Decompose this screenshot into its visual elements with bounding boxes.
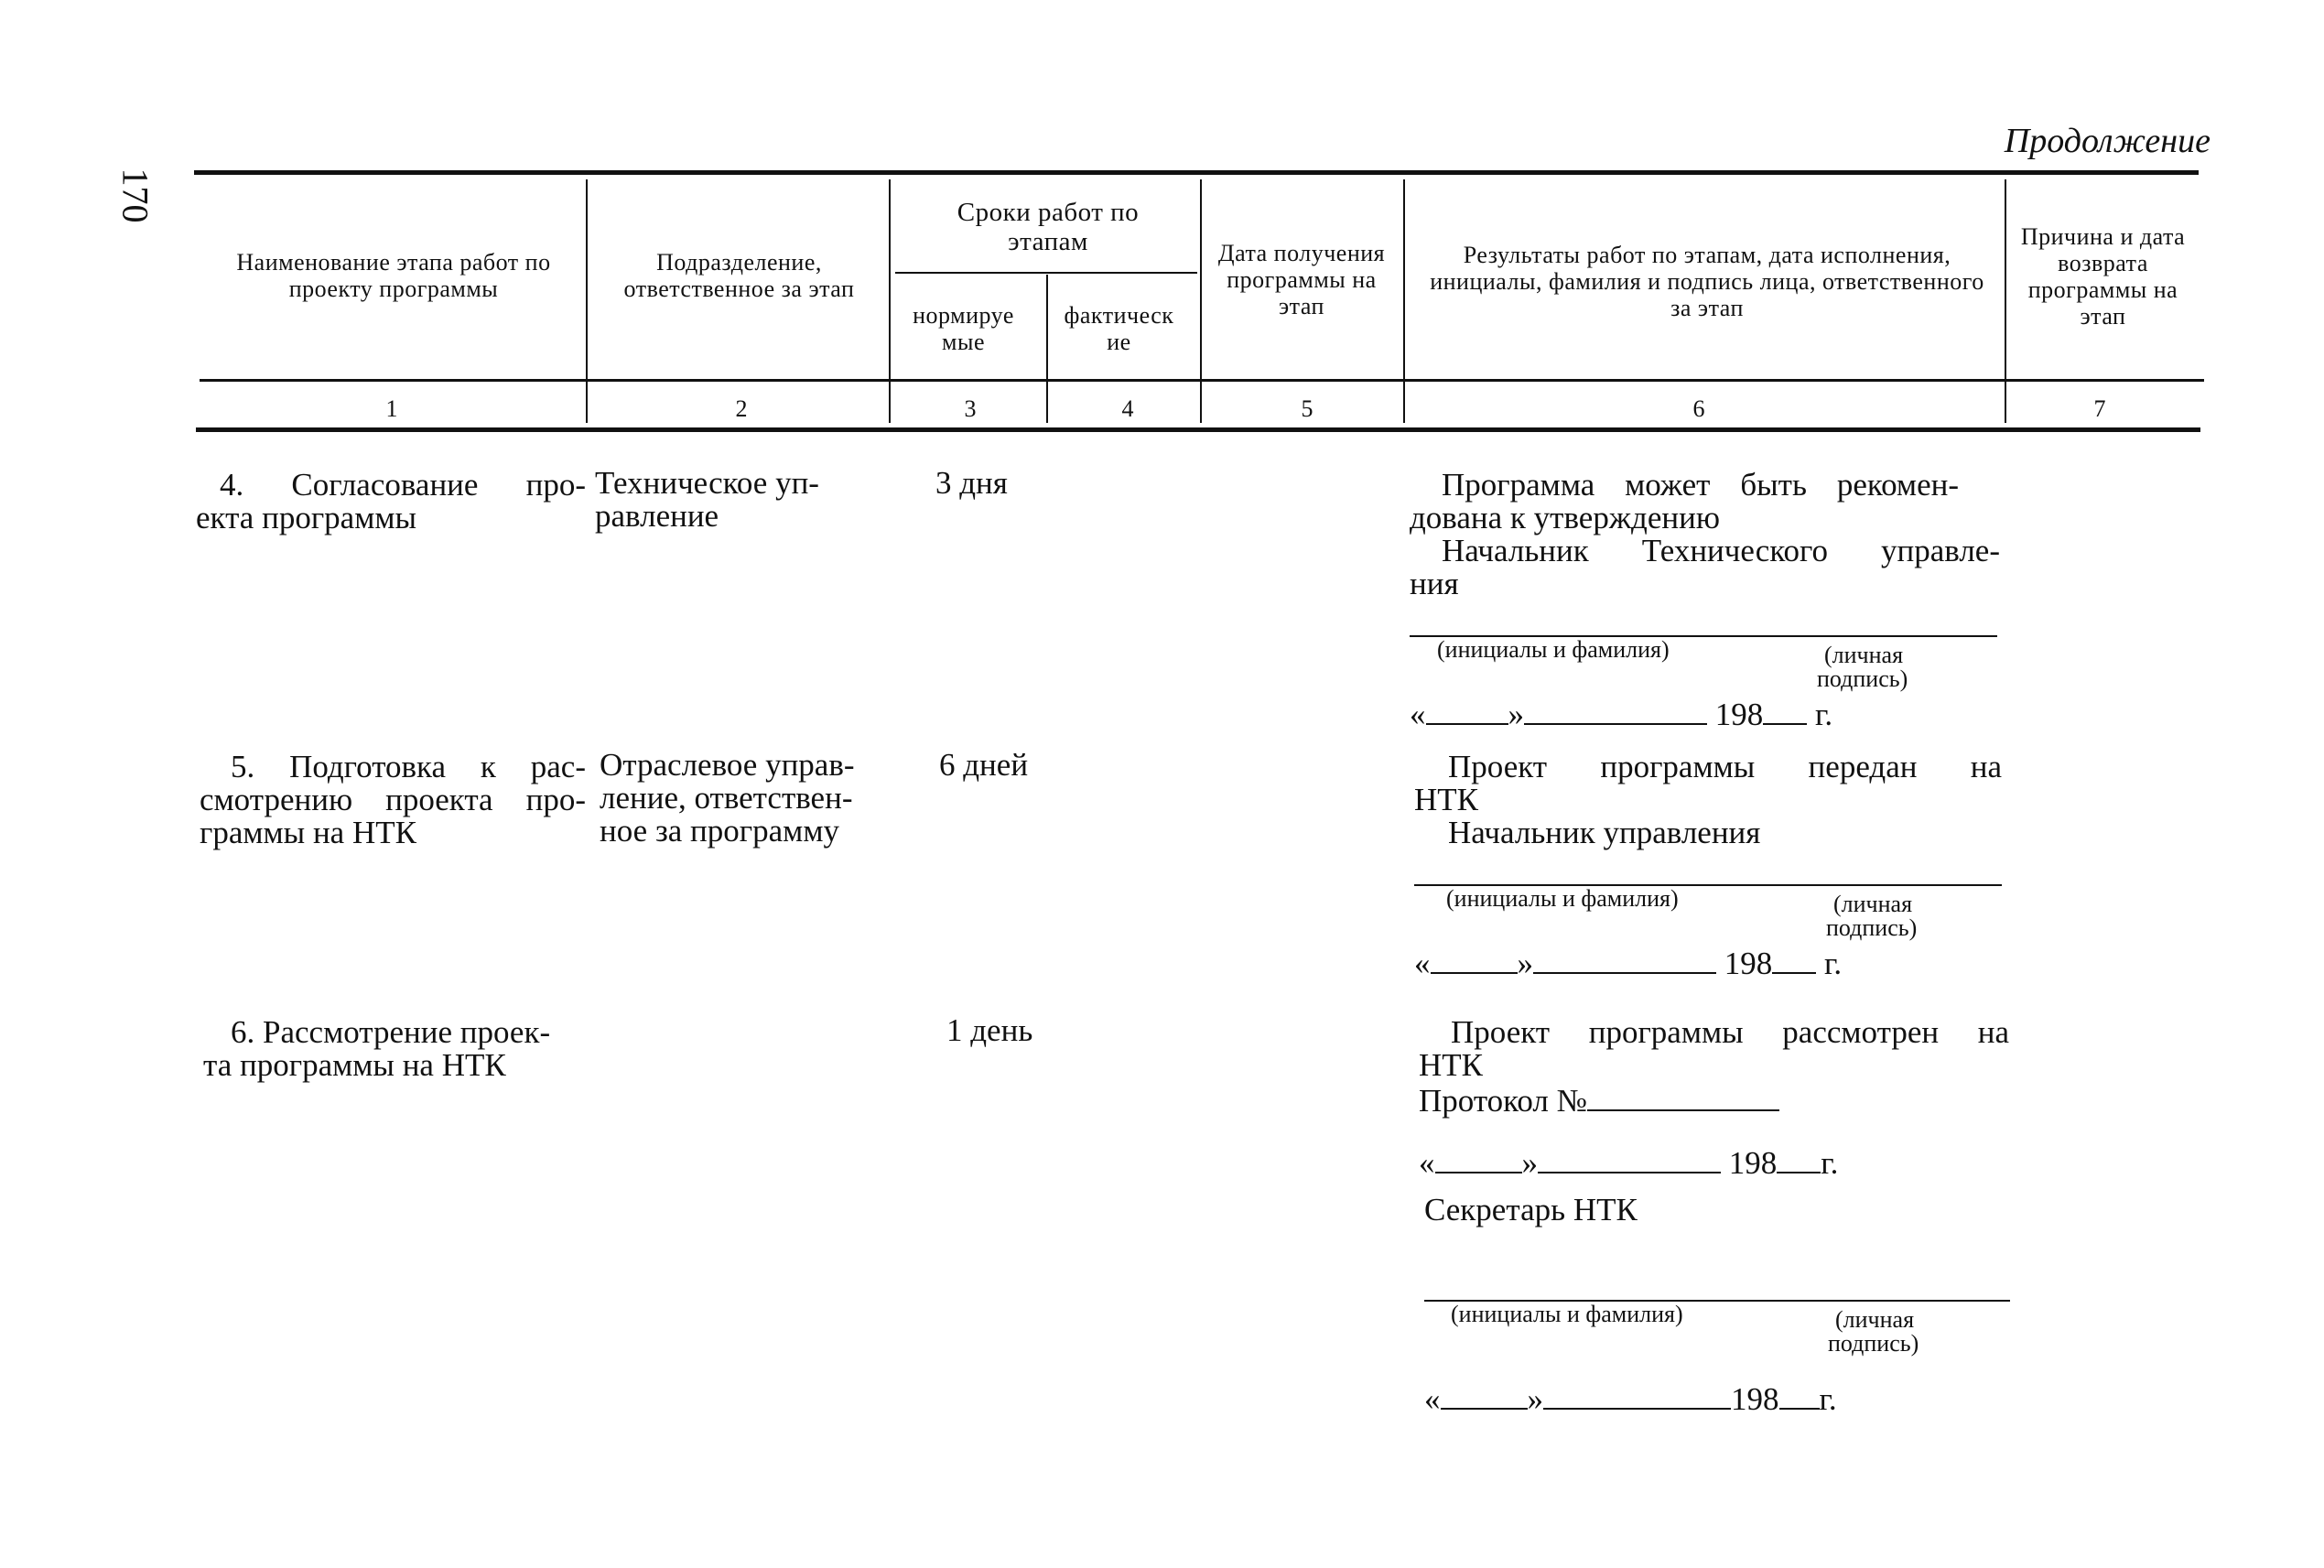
year-blank (1777, 1144, 1821, 1173)
date-year: 198 (1714, 697, 1764, 732)
date-line (1424, 1380, 1837, 1418)
col-divider-3 (1046, 275, 1048, 423)
signature-label-personal: подпись) (1817, 665, 1908, 692)
department-line: ное за программу (600, 813, 839, 849)
protocol-line (1419, 1082, 1779, 1119)
header-normative: нормируемые (913, 302, 1014, 355)
column-number-4: 4 (1121, 395, 1134, 422)
month-blank (1538, 1144, 1721, 1173)
date-line (1414, 945, 1842, 982)
date-suffix: г. (1821, 1145, 1839, 1181)
result-line: ния (1410, 566, 1459, 601)
col-divider-4 (1200, 179, 1202, 423)
header-department: Подразделение, ответственное за этап (623, 249, 855, 302)
signature-label-personal: подпись) (1826, 914, 1918, 941)
secretary-label: Секретарь НТК (1424, 1192, 1638, 1227)
signature-label-personal: (личная (1835, 1306, 1915, 1333)
column-number-5: 5 (1301, 395, 1313, 422)
continuation-label: Продолжение (2004, 122, 2211, 160)
result-line: Начальник управления (1448, 815, 1761, 850)
planned-duration: 3 дня (935, 465, 1008, 501)
header-actual: фактические (1064, 302, 1174, 355)
stage-name-line: 5. Подготовка к рас- (231, 749, 586, 784)
protocol-number-blank (1587, 1082, 1779, 1111)
date-suffix: г. (1819, 1381, 1837, 1417)
protocol-label: Протокол № (1419, 1083, 1588, 1119)
day-blank (1426, 696, 1508, 725)
department-line: равление (595, 498, 719, 534)
column-numbers-rule (196, 427, 2200, 432)
col-divider-1 (586, 179, 588, 423)
stage-name-line: граммы на НТК (200, 815, 416, 850)
date-open-quote: « (1410, 697, 1426, 732)
date-close-quote: » (1517, 946, 1533, 981)
year-blank (1763, 696, 1807, 725)
date-year: 198 (1728, 1145, 1778, 1181)
month-blank (1524, 696, 1707, 725)
col-divider-5 (1403, 179, 1405, 423)
date-close-quote: » (1521, 1145, 1538, 1181)
result-line: Проект программы передан на (1448, 749, 2002, 784)
department-line: Техническое уп- (595, 465, 819, 501)
year-blank (1772, 945, 1816, 974)
signature-label-personal: (личная (1824, 642, 1904, 668)
col-divider-6 (2005, 179, 2006, 423)
header-return-reason: Причина и дата возврата программы на этап (2020, 223, 2186, 330)
date-year: 198 (1731, 1381, 1779, 1417)
column-number-3: 3 (964, 395, 977, 422)
stage-name-line: 4. Согласование про- (220, 467, 586, 503)
column-number-7: 7 (2093, 395, 2106, 422)
date-line (1419, 1144, 1838, 1182)
header-stage-name: Наименование этапа работ по проекту программы (236, 249, 551, 302)
department-line: ление, ответствен- (600, 780, 853, 816)
stage-name-line: та программы на НТК (203, 1047, 506, 1083)
header-results: Результаты работ по этапам, дата исполнения, инициалы, фамилия и подпись лица, ответственного за этап (1430, 242, 1984, 321)
column-number-1: 1 (385, 395, 398, 422)
stage-name-line: екта программы (196, 500, 417, 535)
result-line: Проект программы рассмотрен на (1451, 1014, 2009, 1050)
date-open-quote: « (1414, 946, 1431, 981)
header-receipt-date: Дата получения программы на этап (1217, 240, 1386, 319)
group-subheader-rule (895, 272, 1197, 274)
stage-name-line: смотрению проекта про- (200, 782, 586, 817)
date-open-quote: « (1419, 1145, 1435, 1181)
day-blank (1441, 1380, 1528, 1410)
date-year: 198 (1724, 946, 1773, 981)
column-number-2: 2 (735, 395, 748, 422)
month-blank (1543, 1380, 1731, 1410)
date-suffix: г. (1824, 946, 1843, 981)
date-open-quote: « (1424, 1381, 1441, 1417)
result-line: НТК (1414, 782, 1478, 817)
col-divider-2 (889, 179, 891, 423)
result-line: НТК (1419, 1047, 1483, 1083)
page-number: 170 (114, 168, 157, 223)
month-blank (1533, 945, 1716, 974)
stage-name-line: 6. Рассмотрение проек- (231, 1014, 551, 1050)
signature-label-name: (инициалы и фамилия) (1437, 636, 1670, 663)
signature-label-personal: подпись) (1828, 1330, 1919, 1357)
result-line: Начальник Технического управле- (1442, 533, 2000, 568)
date-line (1410, 696, 1832, 733)
signature-label-name: (инициалы и фамилия) (1451, 1301, 1683, 1327)
day-blank (1431, 945, 1518, 974)
signature-label-name: (инициалы и фамилия) (1446, 885, 1679, 912)
header-work-terms: Сроки работ по этапам (957, 198, 1140, 256)
date-suffix: г. (1815, 697, 1833, 732)
planned-duration: 1 день (946, 1012, 1033, 1048)
column-number-6: 6 (1692, 395, 1705, 422)
header-bottom-rule (200, 379, 2204, 382)
year-blank (1779, 1380, 1820, 1410)
table-top-rule (194, 170, 2199, 175)
signature-label-personal: (личная (1833, 891, 1913, 917)
result-line: Программа может быть рекомен- (1442, 467, 1959, 503)
result-line: дована к утверждению (1410, 500, 1720, 535)
date-close-quote: » (1508, 697, 1524, 732)
date-close-quote: » (1527, 1381, 1543, 1417)
day-blank (1435, 1144, 1522, 1173)
department-line: Отраслевое управ- (600, 747, 855, 783)
planned-duration: 6 дней (939, 747, 1029, 783)
